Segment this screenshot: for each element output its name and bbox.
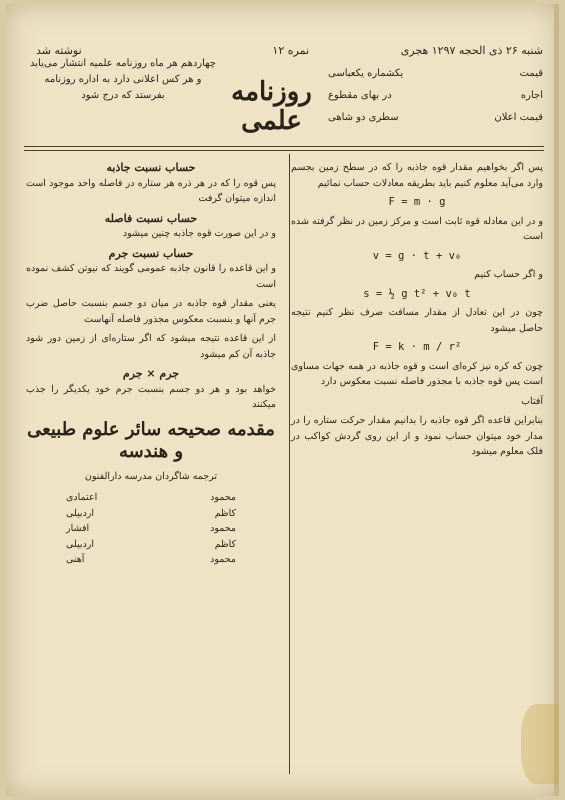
- list-item: کاظم اردبیلی: [66, 538, 236, 550]
- student-list: [26, 490, 276, 568]
- paper-stain: [521, 704, 559, 784]
- paragraph: و این قاعده را قانون جاذبه عمومی گویند که نیوتن کشف نموده است: [26, 263, 276, 290]
- paragraph: چون که کره نیز کره‌ای است و قوه جاذبه در همه جهات مساوی است پس قوه جاذبه با مجذور فاصله نسبت معکوس دارد: [291, 360, 543, 387]
- paragraph: از این قاعده نتیجه میشود که اگر ستاره‌ای از زمین دور شود جاذبه آن کم میشود: [26, 333, 276, 360]
- subscription-row: قیمت یکشماره یکعباسی: [328, 67, 543, 79]
- left-column: [26, 160, 276, 568]
- subscription-box: [328, 62, 543, 128]
- paragraph: خواهد بود و هر دو جسم بنسبت جرم خود یکدیگر را جذب میکنند: [26, 383, 276, 410]
- list-item: کاظم اردبیلی: [66, 507, 236, 519]
- list-item: محمود آهنی: [66, 554, 236, 565]
- column-divider: [289, 154, 290, 774]
- page-spine: [554, 4, 559, 796]
- equation: F = m · g: [388, 196, 446, 208]
- subscription-row: اجاره در بهای مقطوع: [328, 89, 543, 101]
- newspaper-title: روزنامه علمی: [231, 77, 312, 136]
- subscription-row: قیمت اعلان سطری دو شاهی: [328, 111, 543, 123]
- formula-heading: جرم × جرم: [122, 367, 180, 380]
- right-column: [291, 160, 543, 464]
- formula-heading: حساب نسبت جاذبه: [106, 161, 196, 174]
- header-rule: [24, 150, 544, 151]
- issue-number: نمره ۱۲: [272, 44, 309, 57]
- equation: v = g · t + v₀: [372, 249, 462, 262]
- paragraph: چون در این تعادل از مقدار مسافت صرف نظر کنیم نتیجه حاصل میشود: [291, 307, 543, 334]
- paragraph: و در این معادله قوه ثابت است و مرکز زمین در نظر گرفته شده است: [291, 215, 543, 242]
- paragraph: پس اگر بخواهیم مقدار قوه جاذبه را که در سطح زمین بجسم وارد می‌آید معلوم کنیم باید بطریقه معادلات حساب نمائیم: [291, 162, 543, 189]
- paragraph: یعنی مقدار قوه جاذبه در میان دو جسم بنسبت حاصل ضرب جرم آنها و بنسبت معکوس مجذور فاصله آنهاست: [26, 298, 276, 325]
- paragraph: و اگر حساب کنیم: [474, 269, 543, 280]
- editorial-notice: چهاردهم هر ماه روزنامه علمیه انتشار می‌یابد و هر کس اعلانی دارد به اداره روزنامه بفرستد که درج شود: [30, 58, 216, 101]
- equation: s = ½ g t² + v₀ t: [363, 287, 471, 300]
- paragraph: پس قوه را که در هر ذره هر ستاره در فاصله واحد موجود است اندازه میتوان گرفت: [26, 177, 276, 204]
- place-line: نوشته شد: [36, 44, 82, 57]
- newspaper-page: [6, 4, 559, 796]
- header-rule: [24, 146, 544, 147]
- list-item: محمود اعتمادی: [66, 492, 236, 503]
- formula-heading: حساب نسبت فاصله: [104, 211, 198, 225]
- section-subtitle: ترجمه شاگردان مدرسه دارالفنون: [84, 470, 218, 482]
- issue-date: شنبه ۲۶ ذی الحجه ۱۲۹۷ هجری: [400, 44, 543, 57]
- list-item: محمود افشار: [66, 523, 236, 534]
- paragraph: و در این صورت قوه جاذبه چنین میشود: [122, 228, 276, 239]
- paragraph: بنابراین قاعده اگر قوه جاذبه را بدانیم مقدار حرکت ستاره را در مدار خود میتوان حساب نمود و از این روی گردش کواکب در فلک معلوم میشود: [291, 415, 543, 457]
- paragraph: آفتاب: [521, 395, 543, 407]
- section-title: مقدمه صحیحه سائر علوم طبیعی و هندسه: [27, 418, 275, 462]
- formula-heading: حساب نسبت جرم: [108, 246, 194, 260]
- equation: F = k · m / r²: [372, 341, 462, 353]
